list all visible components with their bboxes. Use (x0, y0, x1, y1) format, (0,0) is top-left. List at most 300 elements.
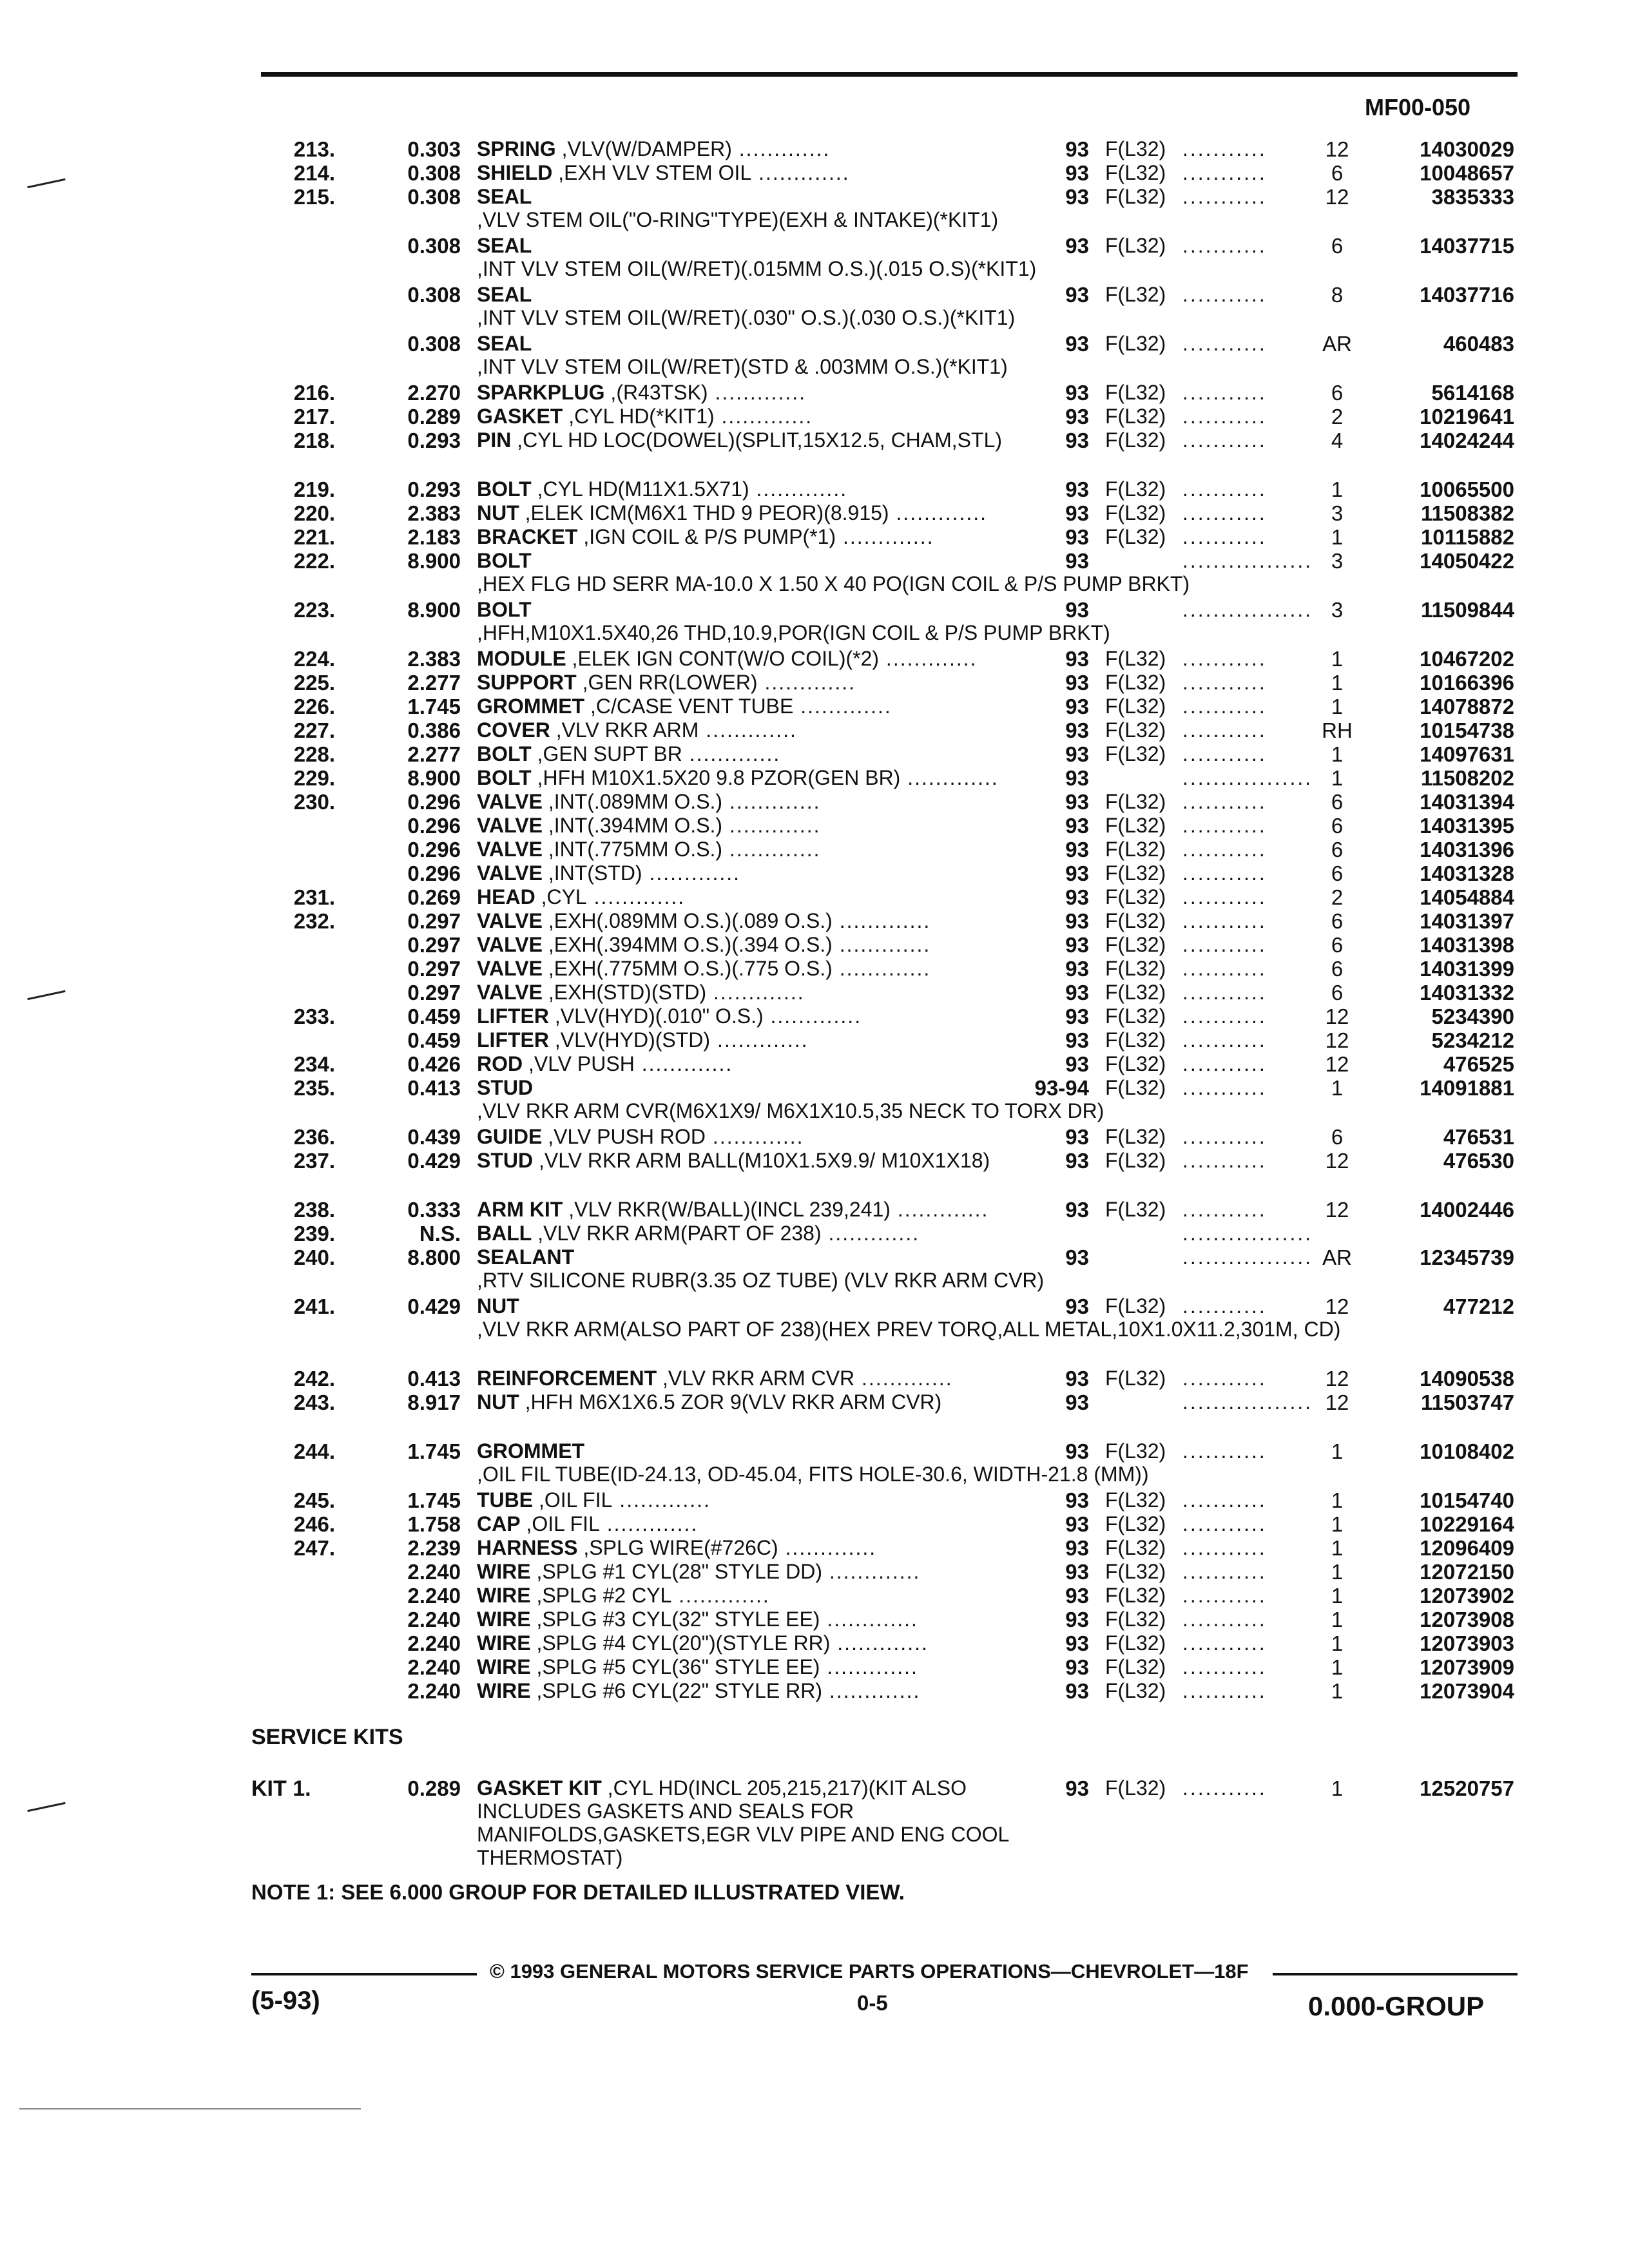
dot-leader: ............. (822, 1679, 921, 1702)
quantity: 6 (1331, 234, 1344, 258)
qty-dot-leader: ........... (1182, 1631, 1267, 1655)
item-number: 224. (293, 647, 335, 671)
quantity: 6 (1331, 861, 1344, 885)
qty-dot-leader: ........... (1182, 283, 1267, 306)
group-number: 0.308 (407, 283, 461, 307)
quantity: 1 (1331, 695, 1344, 718)
quantity: 6 (1331, 909, 1344, 933)
model-code: F(L32) (1105, 981, 1166, 1004)
qty-dot-leader: ........... (1182, 1367, 1267, 1390)
part-desc-text: ,INT(.775MM O.S.) (542, 838, 723, 861)
quantity: 6 (1331, 933, 1344, 957)
model-code: F(L32) (1105, 814, 1166, 837)
part-number: 11508202 (1420, 766, 1514, 790)
part-name: SEAL (477, 234, 532, 257)
quantity: 1 (1331, 766, 1344, 790)
scan-mark (27, 1802, 65, 1812)
footer-rule-right (1273, 1973, 1518, 1975)
group-number: 0.303 (407, 137, 461, 161)
note-text: NOTE 1: SEE 6.000 GROUP FOR DETAILED ILLUSTRATED VIEW. (251, 1880, 905, 1904)
quantity: 12 (1325, 1149, 1349, 1173)
group-number: 8.900 (407, 598, 461, 622)
part-description (477, 861, 1012, 885)
qty-dot-leader: ........... (1182, 1536, 1267, 1559)
part-number: 10065500 (1420, 477, 1514, 501)
dot-leader: ............. (832, 957, 931, 980)
part-name: CAP (477, 1512, 521, 1535)
qty-dot-leader: ........... (1182, 718, 1267, 742)
model-code: F(L32) (1105, 885, 1166, 908)
part-number: 5234212 (1431, 1028, 1514, 1052)
revision-date: (5-93) (251, 1986, 320, 2015)
part-description (477, 1245, 1045, 1292)
group-number: 2.277 (407, 671, 461, 695)
model-code: F(L32) (1105, 501, 1166, 524)
part-number: 14078872 (1420, 695, 1514, 718)
part-name: ROD (477, 1052, 523, 1075)
quantity: 2 (1331, 885, 1344, 909)
part-name: WIRE (477, 1631, 531, 1655)
quantity: 1 (1331, 742, 1344, 766)
dot-leader: ............. (832, 909, 931, 932)
part-name: ARM KIT (477, 1198, 563, 1221)
item-number: 239. (293, 1222, 335, 1245)
part-name: BOLT (477, 477, 532, 501)
quantity: 6 (1331, 381, 1344, 405)
quantity: 6 (1331, 957, 1344, 981)
part-desc-text: ,VLV RKR(W/BALL)(INCL 239,241) (563, 1198, 891, 1221)
item-number: 243. (293, 1390, 335, 1414)
part-description (477, 1198, 1012, 1221)
item-number: 241. (293, 1294, 335, 1318)
model-code: F(L32) (1105, 1294, 1166, 1318)
model-code: F(L32) (1105, 428, 1166, 452)
part-desc-text: ,VLV STEM OIL("O-RING"TYPE)(EXH & INTAKE)(*KIT1) (477, 208, 999, 231)
dot-leader: ............. (722, 814, 821, 837)
kit-name: GASKET KIT (477, 1776, 602, 1800)
model-year: 93 (1065, 1028, 1089, 1052)
qty-dot-leader: ........... (1182, 381, 1267, 404)
group-number: 0.297 (407, 909, 461, 933)
part-description (477, 332, 1012, 378)
dot-leader: ............. (682, 742, 781, 765)
quantity: 1 (1331, 647, 1344, 671)
group-number: 0.296 (407, 861, 461, 885)
qty-dot-leader: ........... (1182, 695, 1267, 718)
part-number: 14031394 (1420, 790, 1514, 814)
quantity: 12 (1325, 137, 1349, 161)
qty-dot-leader: ........... (1182, 790, 1267, 813)
dot-leader: ............. (634, 1052, 733, 1075)
part-description (477, 428, 1012, 452)
part-name: GROMMET (477, 695, 585, 718)
model-year: 93 (1065, 1294, 1089, 1318)
part-number: 10154738 (1420, 718, 1514, 742)
item-number: 222. (293, 549, 335, 573)
group-number: 0.296 (407, 790, 461, 814)
part-name: WIRE (477, 1655, 531, 1678)
group-number: 0.289 (407, 405, 461, 428)
part-desc-text: ,SPLG #2 CYL (530, 1584, 672, 1607)
model-year: 93 (1065, 814, 1089, 838)
dot-leader: ............. (671, 1584, 770, 1607)
model-code: F(L32) (1105, 405, 1166, 428)
model-code: F(L32) (1105, 381, 1166, 404)
part-description (477, 1584, 1012, 1607)
item-number: 246. (293, 1512, 335, 1536)
part-name: BOLT (477, 598, 532, 621)
part-desc-text: ,C/CASE VENT TUBE (584, 695, 794, 718)
quantity: 12 (1325, 1052, 1349, 1076)
model-code: F(L32) (1105, 1608, 1166, 1631)
part-desc-text: ,CYL (535, 885, 587, 908)
dot-leader: ............. (793, 695, 892, 718)
item-number: 226. (293, 695, 335, 718)
model-year: 93 (1065, 477, 1089, 501)
part-number: 5614168 (1431, 381, 1514, 405)
model-code: F(L32) (1105, 1367, 1166, 1390)
part-description (477, 161, 1012, 184)
part-number: 476525 (1443, 1052, 1514, 1076)
part-number: 14030029 (1420, 137, 1514, 161)
qty-dot-leader: ........... (1182, 332, 1267, 355)
part-description (477, 185, 1012, 231)
model-year: 93 (1065, 838, 1089, 861)
part-desc-text: ,INT(STD) (542, 861, 642, 885)
part-desc-text: ,GEN RR(LOWER) (576, 671, 758, 694)
part-name: NUT (477, 1294, 519, 1318)
part-desc-text: ,ELEK ICM(M6X1 THD 9 PEOR)(8.915) (519, 501, 889, 524)
group-number: 2.270 (407, 381, 461, 405)
quantity: 1 (1331, 1076, 1344, 1100)
scan-line (19, 2108, 361, 2109)
item-number: 229. (293, 766, 335, 790)
dot-leader: ............. (642, 861, 741, 885)
part-description (477, 1608, 1012, 1631)
model-year: 93 (1065, 501, 1089, 525)
group-number: 2.239 (407, 1536, 461, 1560)
model-code: F(L32) (1105, 718, 1166, 742)
quantity: 1 (1331, 525, 1344, 549)
part-number: 14031399 (1420, 957, 1514, 981)
group-label: 0.000-GROUP (1308, 1991, 1485, 2021)
quantity: 6 (1331, 838, 1344, 861)
quantity: 1 (1331, 1584, 1344, 1608)
dot-leader: ............. (731, 137, 831, 160)
qty-dot-leader: ........... (1182, 1655, 1267, 1678)
quantity: 1 (1331, 1655, 1344, 1679)
part-name: GROMMET (477, 1439, 585, 1463)
qty-dot-leader: ........... (1182, 1004, 1267, 1028)
item-number: 218. (293, 428, 335, 452)
dot-leader: ............. (722, 838, 821, 861)
model-year: 93 (1065, 1390, 1089, 1414)
group-number: 0.429 (407, 1294, 461, 1318)
item-number: 234. (293, 1052, 335, 1076)
item-number: 228. (293, 742, 335, 766)
part-number: 14024244 (1420, 428, 1514, 452)
part-number: 11508382 (1420, 501, 1514, 525)
part-description (477, 909, 1012, 932)
qty-dot-leader: ................. (1182, 766, 1313, 789)
part-description (477, 1028, 1012, 1052)
part-name: BALL (477, 1222, 532, 1245)
model-year: 93 (1065, 381, 1089, 405)
model-year: 93 (1065, 909, 1089, 933)
model-code: F(L32) (1105, 1560, 1166, 1583)
kit-qty: 1 (1331, 1776, 1344, 1800)
quantity: 8 (1331, 283, 1344, 307)
part-name: MODULE (477, 647, 566, 670)
qty-dot-leader: ........... (1182, 137, 1267, 160)
group-number: 0.296 (407, 838, 461, 861)
qty-dot-leader: ........... (1182, 1584, 1267, 1607)
group-number: 0.297 (407, 933, 461, 957)
part-description (477, 766, 1012, 789)
part-desc-text: ,HFH M6X1X6.5 ZOR 9(VLV RKR ARM CVR) (519, 1390, 942, 1414)
qty-dot-leader: ........... (1182, 885, 1267, 908)
quantity: 1 (1331, 1631, 1344, 1655)
quantity: AR (1322, 1245, 1352, 1269)
model-code: F(L32) (1105, 790, 1166, 813)
qty-dot-leader: ................. (1182, 549, 1313, 572)
dot-leader: ............. (890, 1198, 989, 1221)
page-code: MF00-050 (1365, 94, 1471, 120)
part-name: WIRE (477, 1560, 531, 1583)
group-number: 0.333 (407, 1198, 461, 1222)
dot-leader: ............. (830, 1631, 929, 1655)
group-number: 1.745 (407, 1439, 461, 1463)
group-number: 1.745 (407, 695, 461, 718)
model-code: F(L32) (1105, 1536, 1166, 1559)
dot-leader: ............. (757, 671, 856, 694)
kit-part-number: 12520757 (1420, 1776, 1514, 1800)
group-number: 0.413 (407, 1367, 461, 1390)
model-year: 93 (1065, 1052, 1089, 1076)
part-name: SEAL (477, 283, 532, 306)
group-number: 2.383 (407, 647, 461, 671)
part-description (477, 501, 1012, 524)
part-desc-text: ,EXH(.775MM O.S.)(.775 O.S.) (542, 957, 833, 980)
model-year: 93 (1065, 1245, 1089, 1269)
part-number: 477212 (1443, 1294, 1514, 1318)
item-number: 238. (293, 1198, 335, 1222)
part-description (477, 1512, 1012, 1535)
group-number: 0.386 (407, 718, 461, 742)
part-desc-text: ,SPLG #1 CYL(28" STYLE DD) (530, 1560, 822, 1583)
part-name: LIFTER (477, 1004, 549, 1028)
part-name: SUPPORT (477, 671, 577, 694)
model-year: 93 (1065, 525, 1089, 549)
model-year: 93 (1065, 933, 1089, 957)
qty-dot-leader: ........... (1182, 1198, 1267, 1221)
item-number: 223. (293, 598, 335, 622)
qty-dot-leader: ........... (1182, 981, 1267, 1004)
part-name: SPARKPLUG (477, 381, 605, 404)
part-desc-text: ,VLV RKR ARM(ALSO PART OF 238)(HEX PREV TORQ,ALL METAL,10X1.0X11.2,301M, CD) (477, 1318, 1341, 1341)
part-desc-text: ,VLV(HYD)(.010" O.S.) (548, 1004, 764, 1028)
top-rule (261, 72, 1518, 77)
item-number: 242. (293, 1367, 335, 1390)
model-year: 93 (1065, 1631, 1089, 1655)
part-description (477, 981, 1012, 1004)
part-desc-text: ,CYL HD(*KIT1) (563, 405, 715, 428)
part-description (477, 1004, 1012, 1028)
model-year: 93 (1065, 332, 1089, 356)
item-number: 216. (293, 381, 335, 405)
model-year: 93 (1065, 1125, 1089, 1149)
part-name: VALVE (477, 790, 543, 813)
part-number: 10166396 (1420, 671, 1514, 695)
quantity: 12 (1325, 185, 1349, 209)
model-year: 93 (1065, 1198, 1089, 1222)
qty-dot-leader: ........... (1182, 1028, 1267, 1052)
model-year: 93 (1065, 1439, 1089, 1463)
part-name: WIRE (477, 1584, 531, 1607)
part-number: 14037716 (1420, 283, 1514, 307)
quantity: AR (1322, 332, 1352, 356)
model-year: 93 (1065, 283, 1089, 307)
item-number: 219. (293, 477, 335, 501)
part-name: VALVE (477, 838, 543, 861)
quantity: 6 (1331, 790, 1344, 814)
part-description (477, 1390, 1012, 1414)
model-year: 93 (1065, 981, 1089, 1004)
part-description (477, 405, 1012, 428)
model-code: F(L32) (1105, 838, 1166, 861)
quantity: 1 (1331, 1608, 1344, 1631)
item-number: 221. (293, 525, 335, 549)
qty-dot-leader: ........... (1182, 814, 1267, 837)
part-name: SPRING (477, 137, 556, 160)
part-desc-text: ,EXH VLV STEM OIL (552, 161, 752, 184)
model-year: 93 (1065, 1536, 1089, 1560)
group-number: 0.308 (407, 234, 461, 258)
model-year: 93 (1065, 742, 1089, 766)
quantity: 1 (1331, 477, 1344, 501)
model-code: F(L32) (1105, 1439, 1166, 1463)
part-desc-text: ,ELEK IGN CONT(W/O COIL)(*2) (566, 647, 880, 670)
part-name: VALVE (477, 933, 543, 956)
model-code: F(L32) (1105, 332, 1166, 355)
part-description (477, 1149, 1012, 1172)
quantity: 4 (1331, 428, 1344, 452)
part-number: 14037715 (1420, 234, 1514, 258)
part-description (477, 477, 1012, 501)
part-name: COVER (477, 718, 550, 742)
part-description (477, 234, 1037, 280)
model-code: F(L32) (1105, 1512, 1166, 1535)
part-name: SHIELD (477, 161, 553, 184)
dot-leader: ............. (722, 790, 821, 813)
part-desc-text: ,RTV SILICONE RUBR(3.35 OZ TUBE) (VLV RKR ARM CVR) (477, 1269, 1045, 1292)
part-number: 10219641 (1420, 405, 1514, 428)
qty-dot-leader: ................. (1182, 1222, 1313, 1245)
part-name: STUD (477, 1076, 534, 1099)
quantity: 3 (1331, 598, 1344, 622)
model-year: 93 (1065, 1149, 1089, 1173)
model-code: F(L32) (1105, 1584, 1166, 1607)
qty-dot-leader: ........... (1182, 477, 1267, 501)
model-year: 93-94 (1034, 1076, 1089, 1100)
item-number: 217. (293, 405, 335, 428)
dot-leader: ............. (708, 381, 807, 404)
qty-dot-leader: ........... (1182, 1294, 1267, 1318)
quantity: 2 (1331, 405, 1344, 428)
model-year: 93 (1065, 185, 1089, 209)
quantity: 12 (1325, 1367, 1349, 1390)
part-number: 12345739 (1420, 1245, 1514, 1269)
part-desc-text: ,SPLG #6 CYL(22" STYLE RR) (530, 1679, 822, 1702)
item-number: 247. (293, 1536, 335, 1560)
model-year: 93 (1065, 647, 1089, 671)
footer-rule-left (251, 1973, 477, 1975)
model-code: F(L32) (1105, 525, 1166, 548)
group-number: 0.297 (407, 981, 461, 1004)
part-name: BRACKET (477, 525, 578, 548)
quantity: 1 (1331, 1560, 1344, 1584)
item-number: 240. (293, 1245, 335, 1269)
part-description (477, 283, 1016, 329)
part-desc-text: ,INT(.089MM O.S.) (542, 790, 723, 813)
model-code: F(L32) (1105, 1028, 1166, 1052)
model-code: F(L32) (1105, 1125, 1166, 1148)
part-desc-text: ,GEN SUPT BR (531, 742, 682, 765)
quantity: 1 (1331, 1512, 1344, 1536)
item-number: 236. (293, 1125, 335, 1149)
dot-leader: ............. (706, 1125, 804, 1148)
group-number: 0.308 (407, 332, 461, 356)
group-number: 0.296 (407, 814, 461, 838)
part-number: 14031398 (1420, 933, 1514, 957)
dot-leader: ............. (778, 1536, 877, 1559)
group-number: 2.240 (407, 1608, 461, 1631)
model-code: F(L32) (1105, 742, 1166, 765)
quantity: 12 (1325, 1028, 1349, 1052)
part-number: 14031332 (1420, 981, 1514, 1004)
model-year: 93 (1065, 549, 1089, 573)
part-name: LIFTER (477, 1028, 549, 1052)
part-desc-text: ,VLV RKR ARM(PART OF 238) (532, 1222, 822, 1245)
quantity: 1 (1331, 1488, 1344, 1512)
model-code: F(L32) (1105, 1149, 1166, 1172)
model-code: F(L32) (1105, 647, 1166, 670)
group-number: 2.240 (407, 1679, 461, 1703)
group-number: 2.240 (407, 1655, 461, 1679)
model-code: F(L32) (1105, 1076, 1166, 1099)
quantity: 1 (1331, 1679, 1344, 1703)
part-description (477, 647, 1012, 670)
part-name: NUT (477, 1390, 519, 1414)
model-code: F(L32) (1105, 861, 1166, 885)
part-name: WIRE (477, 1608, 531, 1631)
part-number: 14002446 (1420, 1198, 1514, 1222)
model-year: 93 (1065, 161, 1089, 185)
group-number: 0.429 (407, 1149, 461, 1173)
part-number: 10467202 (1420, 647, 1514, 671)
part-name: SEAL (477, 332, 532, 355)
qty-dot-leader: ........... (1182, 1076, 1267, 1099)
model-code: F(L32) (1105, 695, 1166, 718)
model-year: 93 (1065, 1488, 1089, 1512)
group-number: 2.240 (407, 1631, 461, 1655)
part-description (477, 1367, 1012, 1390)
part-desc-text: ,HEX FLG HD SERR MA-10.0 X 1.50 X 40 PO(IGN COIL & P/S PUMP BRKT) (477, 572, 1190, 595)
part-number: 14031328 (1420, 861, 1514, 885)
model-code: F(L32) (1105, 283, 1166, 306)
part-desc-text: ,OIL FIL (520, 1512, 600, 1535)
part-number: 14054884 (1420, 885, 1514, 909)
